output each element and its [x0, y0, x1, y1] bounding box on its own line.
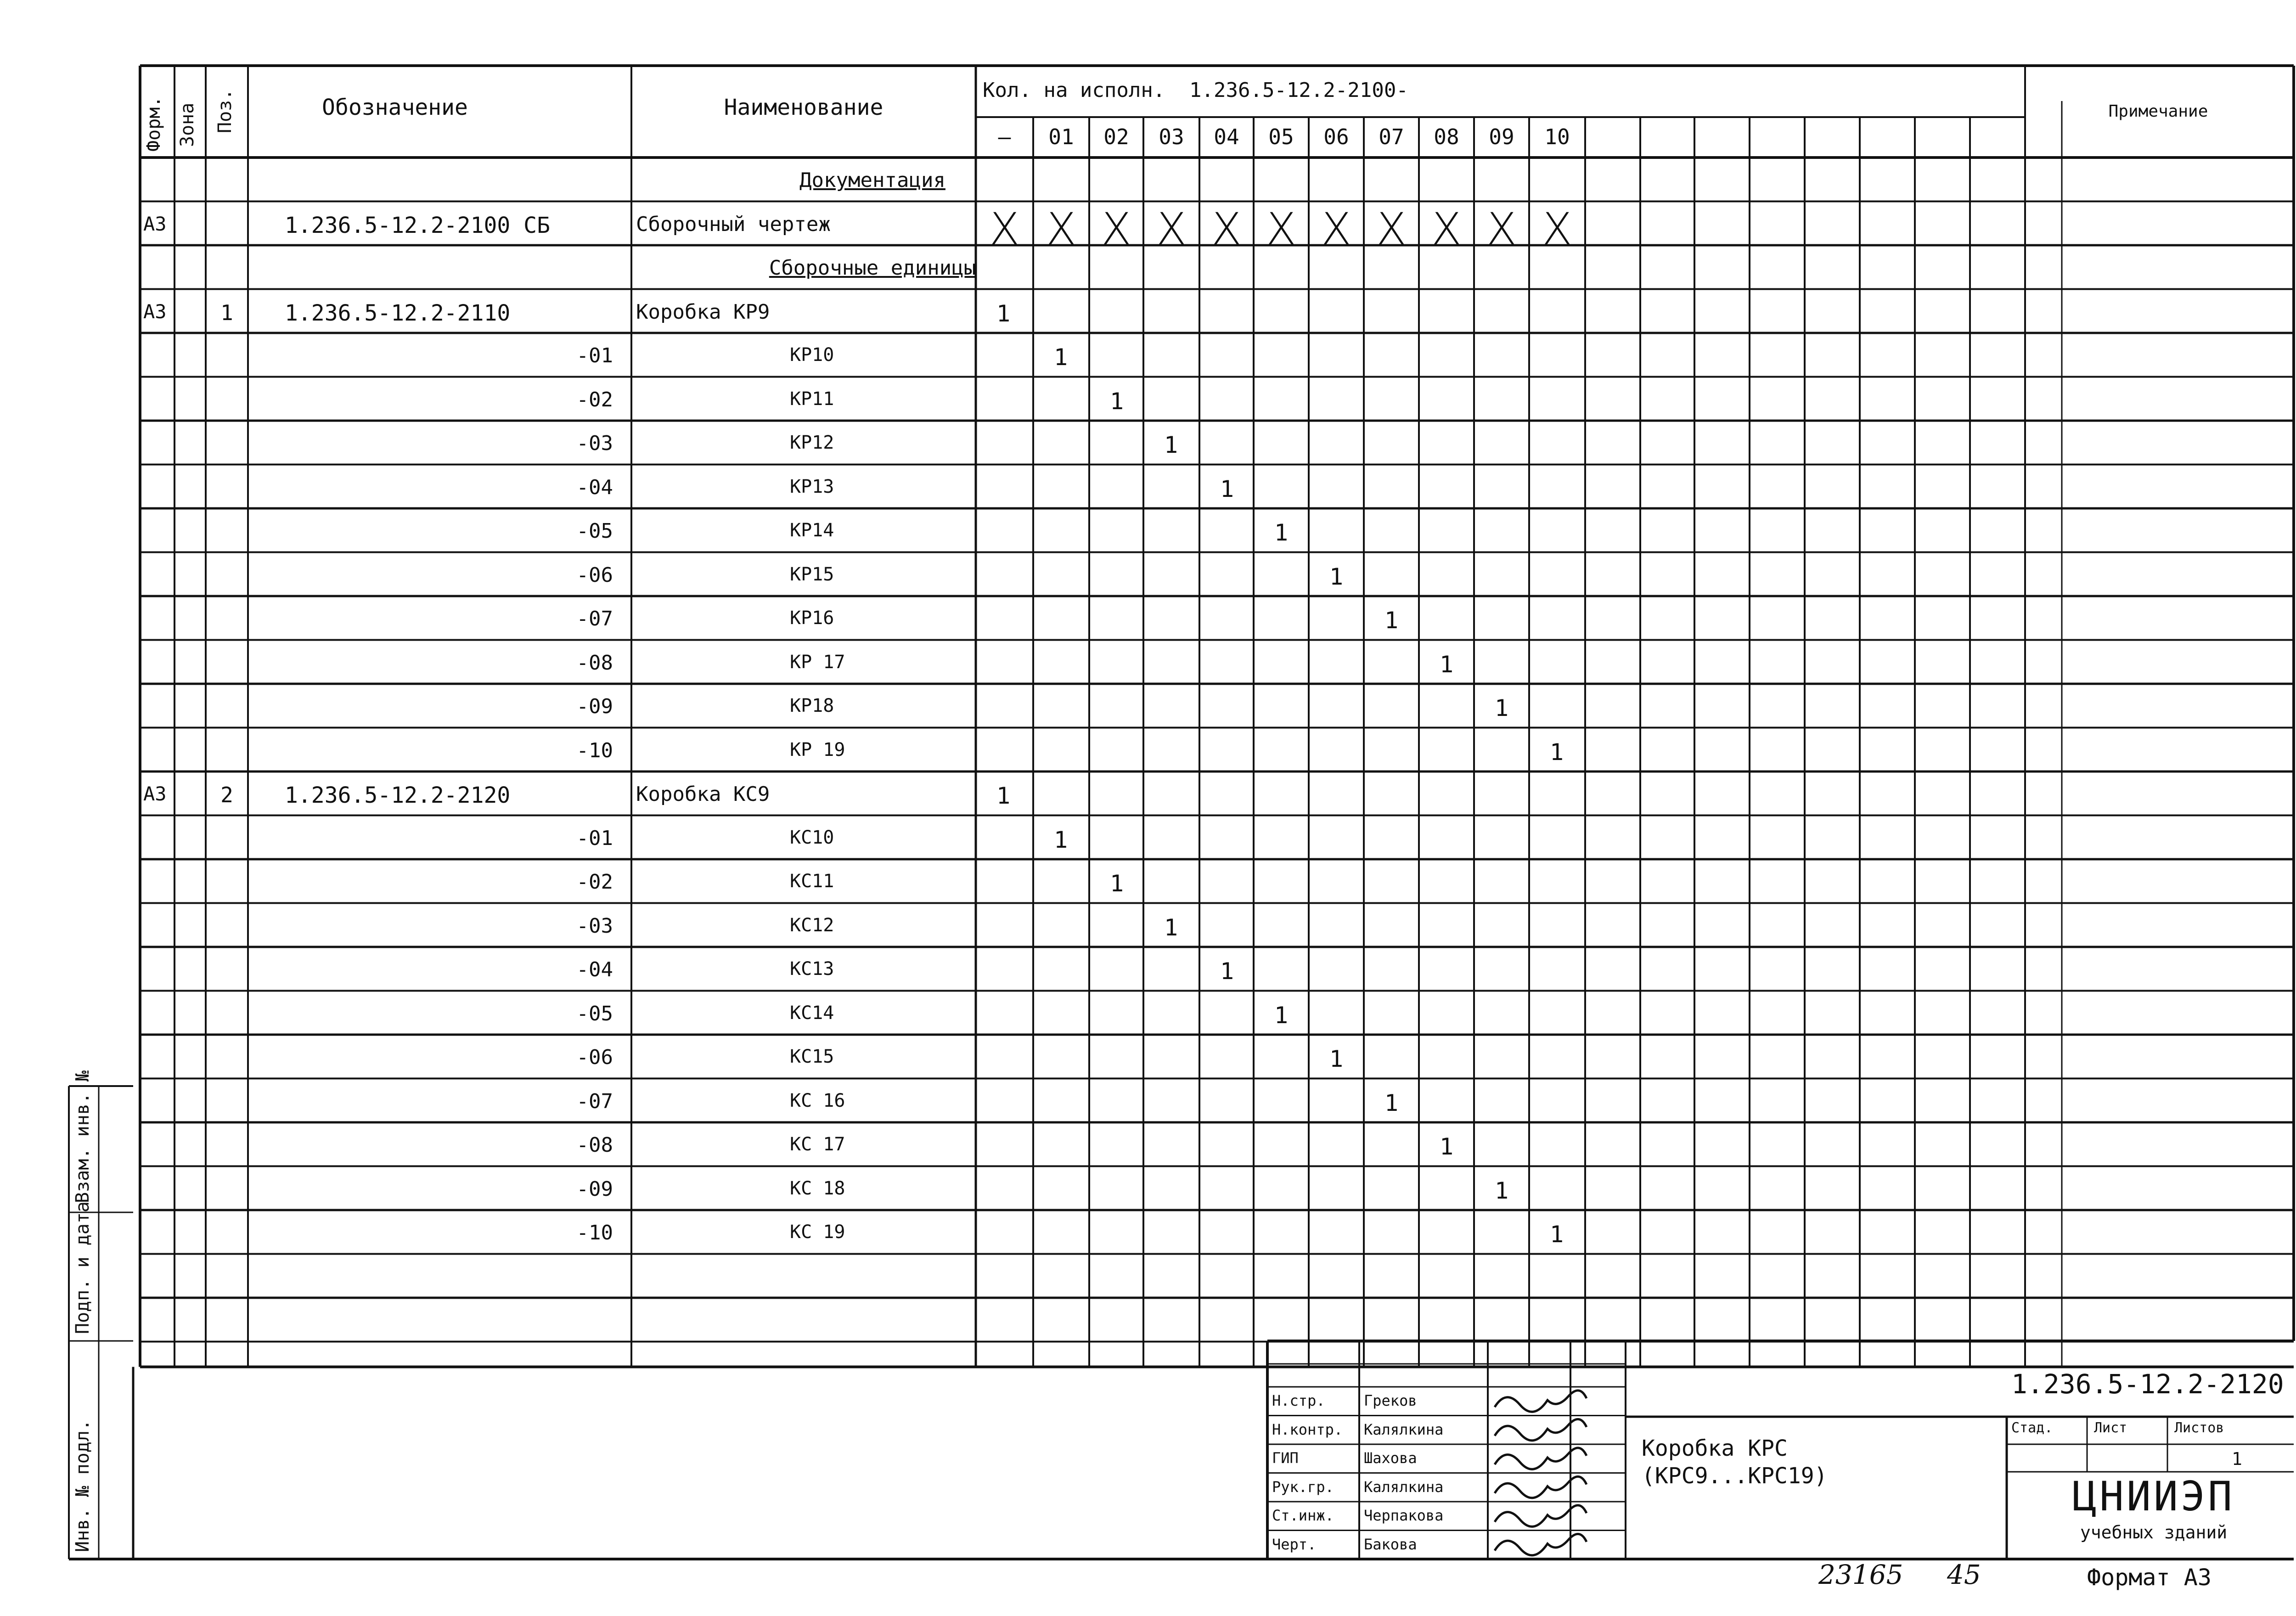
- qty-value: 1: [1220, 958, 1234, 985]
- header-qty-base: 1.236.5-12.2-2100-: [1189, 79, 1408, 102]
- signature-name: Калялкина: [1364, 1478, 1444, 1496]
- row-designation: -08: [576, 651, 613, 675]
- variant-column-7: 07: [1379, 124, 1404, 149]
- signature-scribble: [1495, 1534, 1587, 1555]
- header-zone: Зона: [177, 102, 198, 147]
- row-name: КР11: [790, 388, 834, 410]
- row-name: Коробка КР9: [636, 300, 770, 324]
- signature-name: Бакова: [1364, 1535, 1417, 1553]
- row-designation: 1.236.5-12.2-2100 СБ: [285, 212, 550, 238]
- variant-column-4: 04: [1214, 124, 1239, 149]
- signature-role: Ст.инж.: [1272, 1507, 1334, 1524]
- row-designation: -05: [576, 519, 613, 543]
- qty-value: 1: [1109, 388, 1124, 415]
- row-designation: 1.236.5-12.2-2120: [285, 783, 511, 808]
- signature-scribble: [1495, 1476, 1587, 1498]
- row-designation: -04: [576, 958, 613, 981]
- document-title: Коробка КРС: [1642, 1436, 1788, 1461]
- row-pos: 2: [220, 783, 233, 807]
- signature-role: Н.стр.: [1272, 1392, 1325, 1409]
- row-designation: -01: [576, 826, 613, 850]
- qty-mark-x: X: [1266, 203, 1296, 255]
- row-name: КС13: [790, 958, 834, 980]
- signature-role: Рук.гр.: [1272, 1478, 1334, 1496]
- row-name: КР 19: [790, 739, 845, 760]
- row-name: КС 16: [790, 1090, 845, 1111]
- qty-mark-x: X: [1486, 203, 1517, 255]
- signature-scribble: [1495, 1419, 1587, 1440]
- variant-column-6: 06: [1323, 124, 1349, 149]
- signature-name: Калялкина: [1364, 1420, 1444, 1438]
- variant-column-10: 10: [1544, 124, 1570, 149]
- row-name: КР16: [790, 608, 834, 629]
- qty-value: 1: [1164, 914, 1178, 941]
- signature-name: Шахова: [1364, 1449, 1417, 1467]
- qty-value: 1: [1439, 1133, 1454, 1160]
- qty-value: 1: [1274, 1002, 1289, 1029]
- inventory-number: 23165: [1818, 1559, 1903, 1590]
- signature-role: ГИП: [1272, 1449, 1299, 1467]
- signature-scribble: [1495, 1505, 1587, 1526]
- section-title: Документация: [799, 169, 945, 192]
- row-designation: -10: [576, 1221, 613, 1244]
- document-code: 1.236.5-12.2-2120: [2011, 1368, 2284, 1400]
- row-name: КР14: [790, 520, 834, 541]
- qty-mark-x: X: [1046, 203, 1076, 255]
- margin-label-signature-date: Подп. и дата: [72, 1201, 93, 1334]
- footer-sheet-number: 45: [1947, 1559, 1981, 1590]
- qty-value: 1: [1494, 1177, 1509, 1204]
- qty-mark-x: X: [1101, 203, 1131, 255]
- footer-format-label: Формат А3: [2087, 1564, 2212, 1591]
- row-name: КР18: [790, 695, 834, 716]
- stage-label: Стад.: [2011, 1420, 2053, 1436]
- row-designation: 1.236.5-12.2-2110: [285, 300, 511, 326]
- margin-label-replaced: Взам. инв. №: [72, 1070, 93, 1203]
- qty-mark-x: X: [1156, 203, 1187, 255]
- variant-column-8: 08: [1434, 124, 1459, 149]
- row-format: А3: [143, 783, 167, 805]
- sheet-label: Лист: [2094, 1420, 2127, 1436]
- row-format: А3: [143, 300, 167, 323]
- section-title: Сборочные единицы: [769, 256, 976, 280]
- qty-value: 1: [1384, 1089, 1399, 1116]
- qty-value: 1: [1053, 344, 1068, 371]
- qty-value: 1: [1439, 651, 1454, 678]
- row-format: А3: [143, 212, 167, 235]
- org-name: ЦНИИЭП: [2072, 1473, 2235, 1520]
- row-name: КР15: [790, 563, 834, 585]
- qty-mark-x: X: [1542, 203, 1572, 255]
- row-designation: -04: [576, 475, 613, 499]
- qty-value: 1: [1329, 563, 1344, 590]
- row-name: КР10: [790, 344, 834, 366]
- row-pos: 1: [220, 300, 233, 325]
- header-note: Примечание: [2108, 102, 2208, 121]
- variant-column-9: 09: [1489, 124, 1514, 149]
- variant-column-3: 03: [1159, 124, 1184, 149]
- row-name: КР13: [790, 476, 834, 497]
- row-name: КС15: [790, 1046, 834, 1067]
- row-name: КР 17: [790, 651, 845, 673]
- qty-value: 1: [1109, 870, 1124, 897]
- sheets-value: 1: [2232, 1449, 2242, 1469]
- signature-scribble: [1495, 1391, 1587, 1412]
- qty-value: 1: [1053, 826, 1068, 853]
- qty-mark-x: X: [989, 203, 1020, 255]
- variant-column-2: 02: [1103, 124, 1129, 149]
- qty-value: 1: [1494, 695, 1509, 721]
- qty-value: 1: [1274, 519, 1289, 546]
- row-designation: -01: [576, 344, 613, 367]
- row-designation: -08: [576, 1133, 613, 1157]
- qty-value: 1: [996, 300, 1011, 327]
- qty-mark-x: X: [1211, 203, 1242, 255]
- row-designation: -09: [576, 1177, 613, 1201]
- header-name: Наименование: [724, 95, 884, 120]
- row-designation: -02: [576, 388, 613, 411]
- row-name: КС 18: [790, 1177, 845, 1199]
- qty-value: 1: [1549, 1221, 1564, 1248]
- variant-column-5: 05: [1268, 124, 1294, 149]
- row-name: КС 19: [790, 1222, 845, 1243]
- signature-scribble: [1495, 1448, 1587, 1469]
- row-name: КС 17: [790, 1134, 845, 1155]
- row-designation: -05: [576, 1002, 613, 1025]
- header-pos: Поз.: [214, 89, 236, 133]
- row-designation: -07: [576, 1089, 613, 1113]
- signature-role: Черт.: [1272, 1535, 1317, 1553]
- qty-mark-x: X: [1431, 203, 1462, 255]
- qty-value: 1: [1384, 607, 1399, 634]
- qty-value: 1: [1164, 432, 1178, 458]
- row-designation: -03: [576, 432, 613, 455]
- row-designation: -09: [576, 695, 613, 718]
- row-designation: -07: [576, 607, 613, 631]
- header-qty-prefix: Кол. на исполн.: [983, 79, 1165, 102]
- signature-name: Черпакова: [1364, 1507, 1444, 1524]
- qty-value: 1: [1220, 475, 1234, 502]
- qty-value: 1: [996, 783, 1011, 809]
- row-name: КС14: [790, 1002, 834, 1024]
- signature-name: Греков: [1364, 1392, 1417, 1409]
- qty-mark-x: X: [1376, 203, 1407, 255]
- sheets-label: Листов: [2174, 1420, 2224, 1436]
- row-name: Сборочный чертеж: [636, 212, 831, 236]
- row-designation: -06: [576, 563, 613, 587]
- signature-role: Н.контр.: [1272, 1420, 1343, 1438]
- document-title-variants: (КРС9...КРС19): [1642, 1463, 1828, 1489]
- row-designation: -10: [576, 738, 613, 762]
- header-designation: Обозначение: [322, 95, 468, 120]
- row-name: Коробка КС9: [636, 783, 770, 806]
- row-name: КС11: [790, 871, 834, 892]
- variant-column-1: 01: [1048, 124, 1074, 149]
- row-name: КР12: [790, 432, 834, 453]
- qty-value: 1: [1329, 1046, 1344, 1072]
- row-designation: -02: [576, 870, 613, 894]
- row-designation: -06: [576, 1046, 613, 1069]
- qty-mark-x: X: [1321, 203, 1351, 255]
- row-designation: -03: [576, 914, 613, 938]
- header-format: Форм.: [143, 96, 164, 152]
- row-name: КС12: [790, 914, 834, 936]
- variant-column-0: —: [998, 124, 1011, 149]
- qty-value: 1: [1549, 738, 1564, 766]
- row-name: КС10: [790, 827, 834, 848]
- org-subtitle: учебных зданий: [2080, 1522, 2228, 1543]
- margin-label-inventory: Инв. № подл.: [72, 1419, 93, 1552]
